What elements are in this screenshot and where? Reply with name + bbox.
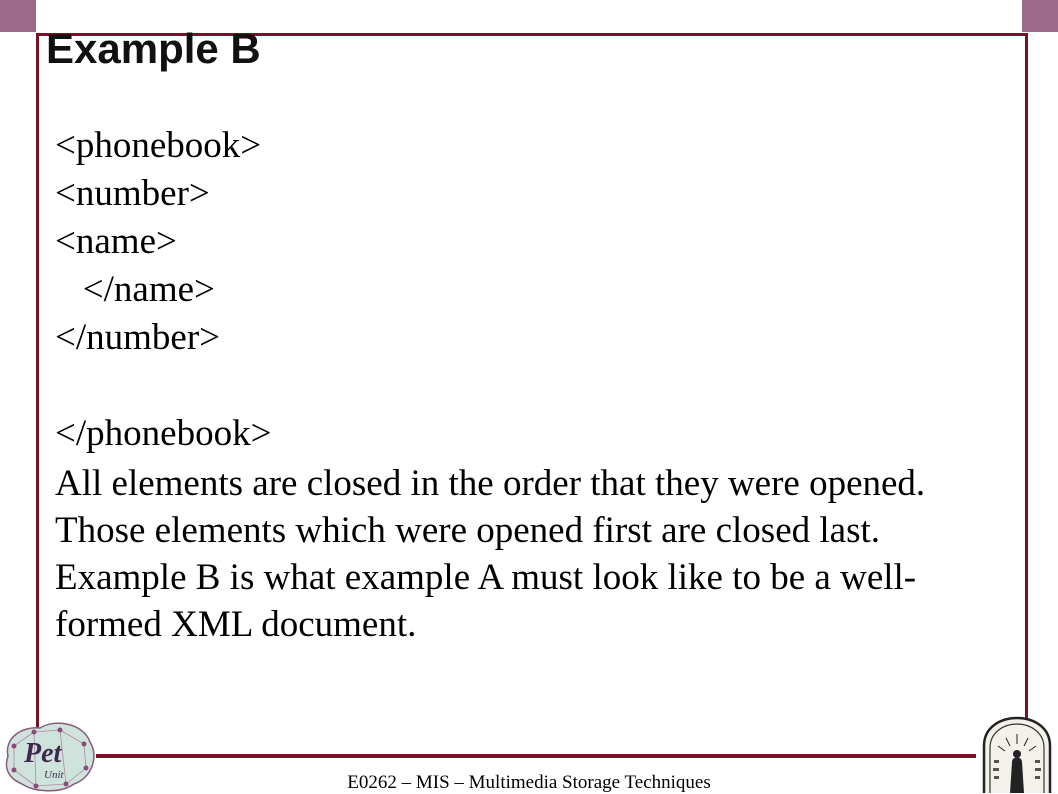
body-paragraph: All elements are closed in the order that they were opened. Those elements which were opened first are closed last. — [55, 463, 926, 551]
slide-frame-bottom — [96, 754, 976, 758]
slide-footer: E0262 – MIS – Multimedia Storage Techniques — [347, 772, 711, 793]
code-line: <number> — [55, 173, 210, 214]
pet-logo-text: Pet — [24, 738, 62, 769]
code-line: <name> — [55, 221, 177, 262]
code-line: </phonebook> — [55, 413, 272, 454]
slide-title: Example B — [46, 25, 261, 72]
code-line: <phonebook> — [55, 125, 262, 166]
code-line: </number> — [55, 317, 221, 358]
top-left-accent — [0, 0, 36, 32]
body-text — [55, 460, 1015, 648]
xml-code-block — [55, 122, 271, 458]
pet-logo-subtext: Unit — [44, 769, 64, 781]
code-line-blank — [55, 362, 271, 410]
body-paragraph: Example B is what example A must look like to be a well-formed XML document. — [55, 557, 917, 645]
top-right-accent — [1022, 0, 1058, 32]
slide-frame-right — [1025, 33, 1028, 755]
code-line: </name> — [55, 269, 215, 310]
slide-frame-left — [36, 33, 39, 755]
